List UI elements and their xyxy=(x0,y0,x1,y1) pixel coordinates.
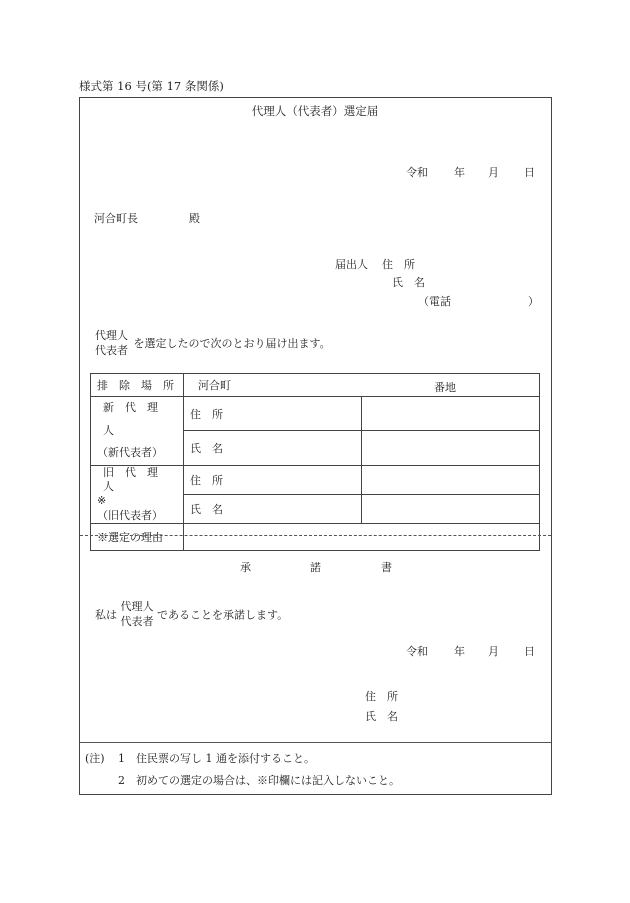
old-agent-mark: ※ xyxy=(97,494,107,508)
reason-label: ※選定の理由 xyxy=(91,523,184,550)
consent-statement xyxy=(95,600,288,630)
form-title: 代理人（代表者）選定届 xyxy=(251,104,379,118)
applicant-name-label: 氏 名 xyxy=(392,276,425,289)
consent-prefix: 私は xyxy=(95,608,117,622)
consent-name-label: 氏 名 xyxy=(365,710,398,723)
agent-table xyxy=(90,373,540,551)
consent-option-agent: 代理人 xyxy=(120,600,154,613)
addressee-honorific: 殿 xyxy=(189,212,200,225)
consent-option-representative: 代表者 xyxy=(120,614,154,628)
new-address-label: 住 所 xyxy=(184,397,362,431)
form-number: 様式第 16 号(第 17 条関係) xyxy=(79,79,224,93)
old-agent-cell xyxy=(91,465,184,523)
consent-options xyxy=(121,600,154,630)
table-row xyxy=(91,523,540,550)
notes-divider xyxy=(80,742,551,743)
date-year: 年 xyxy=(454,166,465,179)
applicant-address-label: 住 所 xyxy=(382,258,415,271)
statement-option-agent: 代理人 xyxy=(95,329,128,342)
location-town: 河合町 xyxy=(198,379,231,392)
note-1-text: 住民票の写し 1 通を添付すること。 xyxy=(136,752,315,765)
date-era: 令和 xyxy=(406,166,428,179)
notes-label: (注) xyxy=(85,752,105,765)
note-1-number: 1 xyxy=(118,752,125,765)
old-agent-label: 旧 代 理 人 xyxy=(103,465,169,493)
table-row xyxy=(91,397,540,431)
location-field[interactable] xyxy=(184,374,540,397)
note-2-text: 初めての選定の場合は、※印欄には記入しないこと。 xyxy=(136,774,400,787)
new-agent-label: 新 代 理 人 xyxy=(103,401,169,437)
old-name-field[interactable] xyxy=(362,494,540,523)
new-agent-cell xyxy=(91,397,184,466)
new-name-field[interactable] xyxy=(362,431,540,465)
date-day: 日 xyxy=(524,166,535,179)
old-representative-label: （旧代表者） xyxy=(97,508,163,522)
old-name-label: 氏 名 xyxy=(184,494,362,523)
applicant-phone-close: ） xyxy=(528,295,539,308)
new-name-label: 氏 名 xyxy=(184,431,362,465)
old-address-label: 住 所 xyxy=(184,465,362,494)
consent-date-era: 令和 xyxy=(406,645,428,658)
addressee-name: 河合町長 xyxy=(94,212,138,225)
note-2-number: 2 xyxy=(118,774,125,787)
consent-address-label: 住 所 xyxy=(365,690,398,703)
consent-title-char-3: 書 xyxy=(381,561,392,574)
old-address-field[interactable] xyxy=(362,465,540,494)
consent-text: であることを承諾します。 xyxy=(157,608,289,622)
date-month: 月 xyxy=(488,166,499,179)
consent-date-year: 年 xyxy=(454,645,465,658)
applicant-label: 届出人 xyxy=(335,258,368,271)
consent-title-char-2: 諾 xyxy=(310,561,321,574)
new-representative-label: （新代表者） xyxy=(97,446,163,460)
table-row xyxy=(91,374,540,397)
statement-option-representative: 代表者 xyxy=(95,343,128,357)
consent-date-day: 日 xyxy=(524,645,535,658)
location-label: 排 除 場 所 xyxy=(91,374,184,397)
statement-text: を選定したので次のとおり届け出ます。 xyxy=(133,337,331,351)
reason-field[interactable] xyxy=(184,523,540,550)
consent-date-month: 月 xyxy=(488,645,499,658)
consent-title-char-1: 承 xyxy=(240,561,251,574)
statement xyxy=(95,329,331,359)
statement-options xyxy=(95,329,128,359)
table-row xyxy=(91,465,540,494)
location-banchi: 番地 xyxy=(434,381,456,394)
section-divider xyxy=(80,535,551,536)
applicant-phone-open: （電話 xyxy=(418,295,451,308)
new-address-field[interactable] xyxy=(362,397,540,431)
